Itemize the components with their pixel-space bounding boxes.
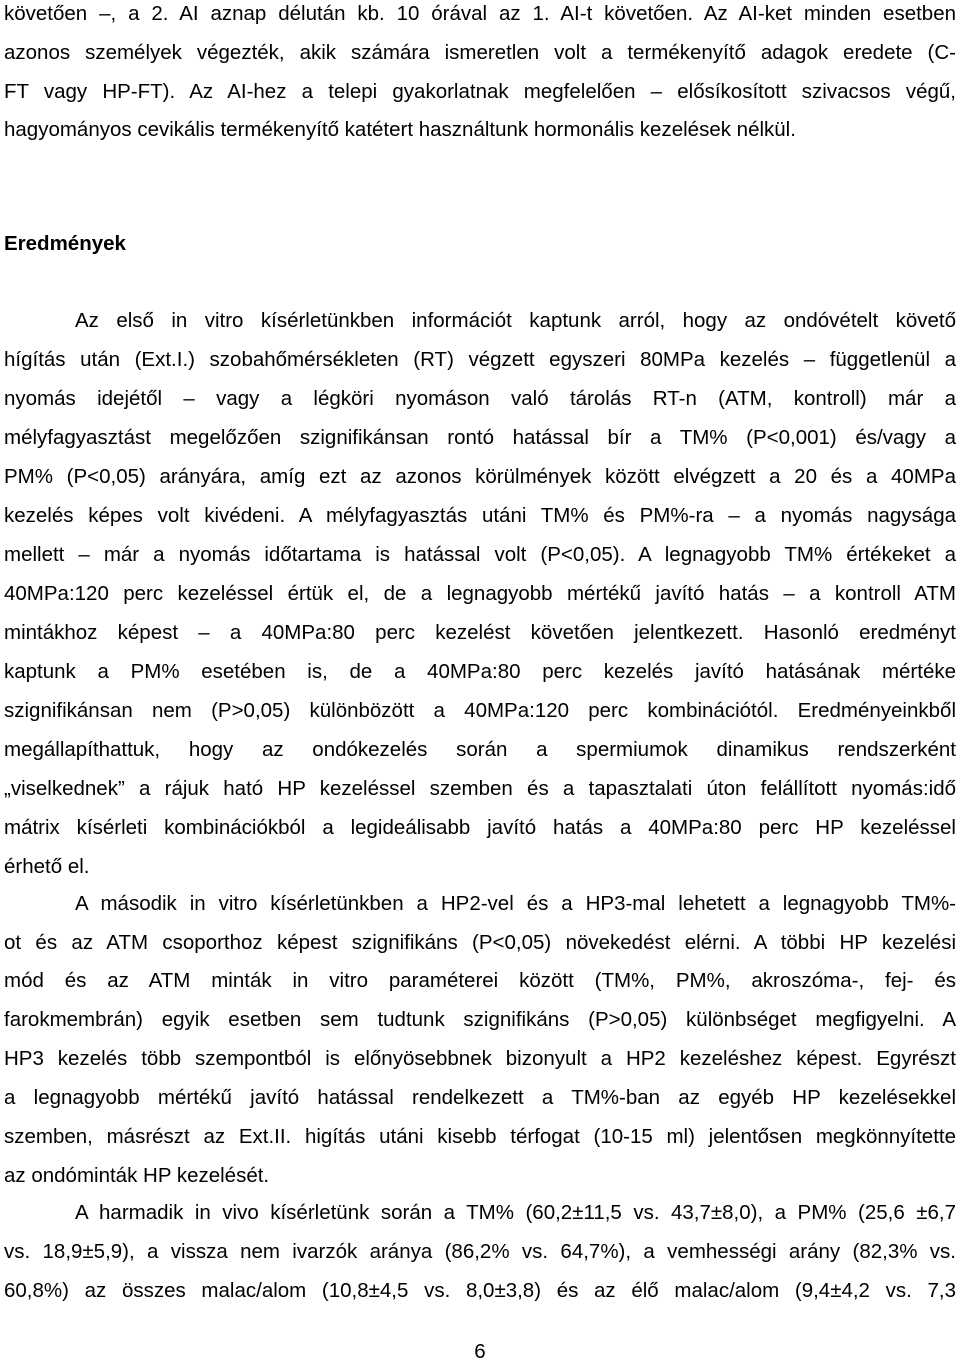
paragraph-line: érhető el. <box>4 855 90 878</box>
paragraph-line: ot és az ATM csoporthoz képest szignifikáns (P<0,05) növekedést elérni. A többi HP kezelési <box>4 931 956 954</box>
paragraph-line: farokmembrán) egyik esetben sem tudtunk szignifikáns (P>0,05) különbséget megfigyelni. A <box>4 1008 956 1031</box>
paragraph-line: 60,8%) az összes malac/alom (10,8±4,5 vs. 8,0±3,8) és az élő malac/alom (9,4±4,2 vs. 7,3 <box>4 1279 956 1302</box>
paragraph-line: hígítás után (Ext.I.) szobahőmérsékleten (RT) végzett egyszeri 80MPa kezelés – függetlenül a <box>4 348 956 371</box>
paragraph-line: szemben, másrészt az Ext.II. higítás utáni kisebb térfogat (10-15 ml) jelentősen megkönnyítette <box>4 1125 956 1148</box>
paragraph-line: A harmadik in vivo kísérletünk során a TM% (60,2±11,5 vs. 43,7±8,0), a PM% (25,6 ±6,7 <box>75 1201 956 1224</box>
paragraph-line: kaptunk a PM% esetében is, de a 40MPa:80 perc kezelés javító hatásának mértéke <box>4 660 956 683</box>
paragraph-line: vs. 18,9±5,9), a vissza nem ivarzók aránya (86,2% vs. 64,7%), a vemhességi arány (82,3% vs. <box>4 1240 956 1263</box>
paragraph-line: „viselkednek” a rájuk ható HP kezeléssel szemben és a tapasztalati úton felállított nyomás:idő <box>4 777 956 800</box>
paragraph-line: mellett – már a nyomás időtartama is hatással volt (P<0,05). A legnagyobb TM% értékeket a <box>4 543 956 566</box>
page-number: 6 <box>474 1340 486 1363</box>
paragraph-line: 40MPa:120 perc kezeléssel értük el, de a legnagyobb mértékű javító hatás – a kontroll ATM <box>4 582 956 605</box>
paragraph-line: kezelés képes volt kivédeni. A mélyfagyasztás utáni TM% és PM%-ra – a nyomás nagysága <box>4 504 956 527</box>
paragraph-line: követően –, a 2. AI aznap délután kb. 10 órával az 1. AI-t követően. Az AI-ket minden esetben <box>4 2 956 25</box>
paragraph-line: A második in vitro kísérletünkben a HP2-vel és a HP3-mal lehetett a legnagyobb TM%- <box>75 892 956 915</box>
paragraph-line: HP3 kezelés több szempontból is előnyösebbnek bizonyult a HP2 kezeléshez képest. Egyrészt <box>4 1047 956 1070</box>
paragraph-line: Az első in vitro kísérletünkben információt kaptunk arról, hogy az ondóvételt követő <box>75 309 956 332</box>
paragraph-line: megállapíthattuk, hogy az ondókezelés során a spermiumok dinamikus rendszerként <box>4 738 956 761</box>
section-heading: Eredmények <box>4 232 126 255</box>
paragraph-line: hagyományos cevikális termékenyítő katétert használtunk hormonális kezelések nélkül. <box>4 118 796 141</box>
paragraph-line: szignifikánsan nem (P>0,05) különbözött a 40MPa:120 perc kombinációtól. Eredményeinkből <box>4 699 956 722</box>
paragraph-line: mátrix kísérleti kombinációkból a legideálisabb javító hatás a 40MPa:80 perc HP kezeléssel <box>4 816 956 839</box>
paragraph-line: az ondóminták HP kezelését. <box>4 1164 270 1187</box>
paragraph-line: nyomás idejétől – vagy a légköri nyomáson való tárolás RT-n (ATM, kontroll) már a <box>4 387 956 410</box>
paragraph-line: FT vagy HP-FT). Az AI-hez a telepi gyakorlatnak megfelelően – elősíkosított szivacsos végű, <box>4 80 956 103</box>
paragraph-line: mód és az ATM minták in vitro paraméterei között (TM%, PM%, akroszóma-, fej- és <box>4 969 956 992</box>
paragraph-line: a legnagyobb mértékű javító hatással rendelkezett a TM%-ban az egyéb HP kezelésekkel <box>4 1086 956 1109</box>
paragraph-line: PM% (P<0,05) arányára, amíg ezt az azonos körülmények között elvégzett a 20 és a 40MPa <box>4 465 956 488</box>
paragraph-line: mintákhoz képest – a 40MPa:80 perc kezelést követően jelentkezett. Hasonló eredményt <box>4 621 956 644</box>
paragraph-line: mélyfagyasztást megelőzően szignifikánsan rontó hatással bír a TM% (P<0,001) és/vagy a <box>4 426 956 449</box>
paragraph-line: azonos személyek végezték, akik számára ismeretlen volt a termékenyítő adagok eredete (C- <box>4 41 956 64</box>
